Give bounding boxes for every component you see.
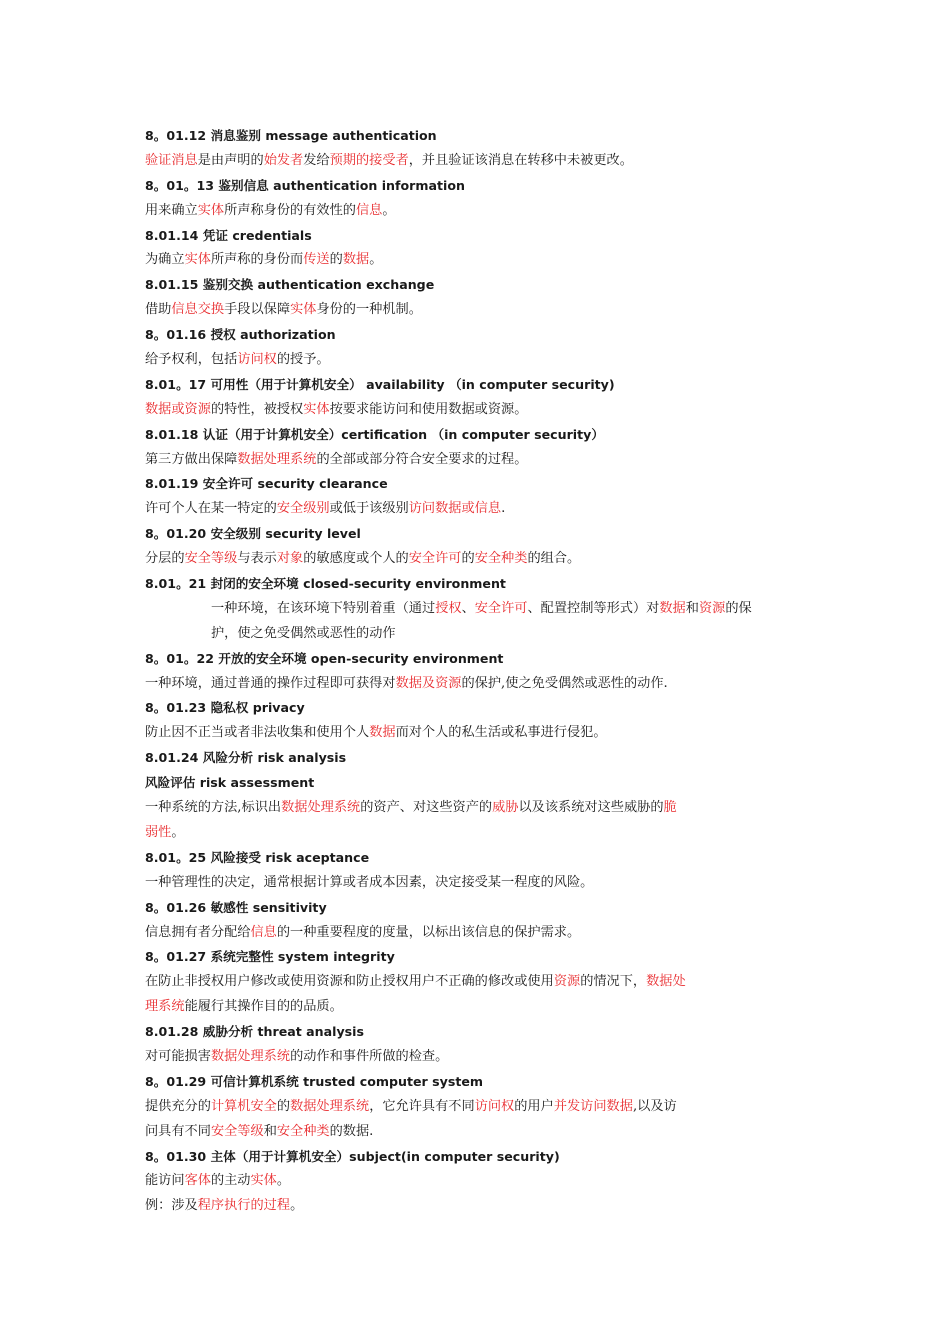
definition-line bbox=[145, 1169, 825, 1194]
highlighted-term: 安全种类 bbox=[276, 1123, 330, 1139]
text-segment: 而对个人的私生活或私事进行侵犯。 bbox=[395, 725, 607, 741]
term-heading bbox=[145, 572, 825, 597]
definition-line bbox=[145, 672, 825, 697]
definition-line bbox=[145, 248, 825, 273]
highlighted-term: 安全等级 bbox=[210, 1123, 264, 1139]
text-segment: 8。01。22 开放的安全环境 open-security environment bbox=[145, 650, 504, 666]
highlighted-term: 安全许可 bbox=[474, 600, 528, 616]
definition-line bbox=[145, 871, 825, 896]
text-segment: 的全部或部分符合安全要求的过程。 bbox=[316, 451, 528, 467]
text-segment: 所声称身份的有效性的 bbox=[224, 202, 356, 218]
text-segment: 、配置控制等形式）对 bbox=[527, 600, 660, 616]
term-heading bbox=[145, 224, 825, 249]
text-segment: 的组合。 bbox=[527, 551, 581, 567]
definition-line bbox=[145, 149, 825, 174]
highlighted-term: 预期的接受者 bbox=[329, 152, 409, 168]
text-segment: 的用户 bbox=[514, 1098, 554, 1114]
text-segment: 8。01.27 系统完整性 system integrity bbox=[145, 949, 395, 965]
text-segment: 给予权利，包括 bbox=[145, 352, 238, 368]
highlighted-term: 数据处 bbox=[646, 974, 686, 990]
text-segment: 8.01.19 安全许可 security clearance bbox=[145, 476, 388, 492]
text-segment: 的 bbox=[276, 1098, 291, 1114]
highlighted-term: 安全许可 bbox=[408, 551, 462, 567]
text-segment: 。 bbox=[382, 202, 396, 218]
term-heading bbox=[145, 423, 825, 448]
text-segment: 例：涉及 bbox=[145, 1198, 198, 1214]
text-segment: 为确立 bbox=[145, 252, 185, 268]
text-segment: 。 bbox=[369, 252, 383, 268]
text-segment: 能履行其操作目的的品质。 bbox=[184, 999, 343, 1015]
text-segment: ,以及访 bbox=[632, 1098, 677, 1114]
term-heading bbox=[145, 373, 825, 398]
highlighted-term: 资源 bbox=[553, 974, 581, 990]
text-segment: 。 bbox=[290, 1198, 304, 1214]
highlighted-term: 数据及资源 bbox=[395, 675, 462, 691]
highlighted-term: 数据 bbox=[659, 600, 686, 616]
text-segment: 分层的 bbox=[145, 551, 185, 567]
text-segment: 8.01.18 认证（用于计算机安全）certification （in computer security） bbox=[145, 426, 604, 442]
term-heading bbox=[145, 696, 825, 721]
text-segment: 8。01。13 鉴别信息 authentication information bbox=[145, 177, 465, 193]
highlighted-term: 传送 bbox=[303, 252, 330, 268]
highlighted-term: 信息 bbox=[250, 924, 277, 940]
highlighted-term: 数据处理系统 bbox=[290, 1098, 370, 1114]
definition-line bbox=[145, 497, 825, 522]
highlighted-term: 数据 bbox=[342, 252, 370, 268]
text-segment: 提供充分的 bbox=[145, 1098, 211, 1114]
definition-line bbox=[145, 921, 825, 946]
text-segment: 8.01.24 风险分析 risk analysis bbox=[145, 750, 347, 766]
text-segment: 的敏感度或个人的 bbox=[303, 551, 409, 567]
text-segment: 8。01.12 消息鉴别 message authentication bbox=[145, 128, 437, 143]
definition-line bbox=[145, 348, 825, 373]
text-segment: 8.01.28 威胁分析 threat analysis bbox=[145, 1024, 364, 1040]
highlighted-term: 实体 bbox=[184, 252, 211, 268]
text-segment: 的一种重要程度的度量，以标出该信息的保护需求。 bbox=[276, 924, 581, 940]
definition-line bbox=[145, 1194, 825, 1219]
text-segment: 、 bbox=[461, 600, 475, 616]
text-segment: 许可个人在某一特定的 bbox=[145, 501, 277, 517]
highlighted-term: 安全等级 bbox=[184, 551, 238, 567]
document-page bbox=[145, 124, 825, 1219]
highlighted-term: 数据 bbox=[369, 725, 396, 741]
text-segment: 的授予。 bbox=[276, 352, 330, 368]
text-segment: 的 bbox=[329, 252, 343, 268]
text-segment: 或低于该级别 bbox=[329, 501, 409, 517]
text-segment: 用来确立 bbox=[145, 202, 198, 218]
text-segment: 的动作和事件所做的检查。 bbox=[290, 1048, 449, 1064]
definition-line bbox=[145, 398, 825, 423]
text-segment: 对可能损害 bbox=[145, 1048, 211, 1064]
text-segment: 借助 bbox=[145, 302, 172, 318]
text-segment: 一种环境，通过普通的操作过程即可获得对 bbox=[145, 675, 396, 691]
highlighted-term: 威胁 bbox=[492, 800, 519, 816]
definition-line bbox=[145, 298, 825, 323]
definition-line bbox=[145, 796, 825, 821]
term-heading bbox=[145, 124, 825, 149]
definition-line bbox=[145, 622, 825, 647]
text-segment: 8.01.15 鉴别交换 authentication exchange bbox=[145, 277, 435, 293]
highlighted-term: 信息交换 bbox=[171, 302, 225, 318]
text-segment: 。 bbox=[171, 824, 185, 840]
definition-line bbox=[145, 995, 825, 1020]
text-segment: 风险评估 risk assessment bbox=[145, 775, 315, 791]
text-segment: 能访问 bbox=[145, 1173, 185, 1189]
highlighted-term: 验证消息 bbox=[145, 152, 198, 168]
highlighted-term: 数据处理系统 bbox=[210, 1048, 291, 1064]
text-segment: 发给 bbox=[303, 152, 330, 168]
definition-line bbox=[145, 448, 825, 473]
text-segment: 第三方做出保障 bbox=[145, 451, 238, 467]
text-segment: 的 bbox=[461, 551, 475, 567]
text-segment: 的资产、对这些资产的 bbox=[360, 800, 493, 816]
highlighted-term: 访问权 bbox=[237, 352, 277, 368]
highlighted-term: 计算机安全 bbox=[210, 1098, 277, 1114]
definition-line bbox=[145, 199, 825, 224]
text-segment: 和 bbox=[263, 1123, 277, 1139]
term-heading bbox=[145, 472, 825, 497]
text-segment: 8。01.16 授权 authorization bbox=[145, 327, 336, 343]
text-segment: 问具有不同 bbox=[145, 1123, 211, 1139]
term-heading bbox=[145, 945, 825, 970]
highlighted-term: 始发者 bbox=[263, 152, 304, 168]
term-heading bbox=[145, 273, 825, 298]
text-segment: 以及该系统对这些威胁的 bbox=[518, 800, 664, 816]
text-segment: 8。01.30 主体（用于计算机安全）subject(in computer security) bbox=[145, 1148, 560, 1164]
definition-line bbox=[145, 1095, 825, 1120]
definition-line bbox=[145, 1045, 825, 1070]
text-segment: 8。01.23 隐私权 privacy bbox=[145, 700, 305, 716]
text-segment: ，并且验证该消息在转移中未被更改。 bbox=[408, 152, 633, 168]
text-segment: 与表示 bbox=[237, 551, 277, 567]
text-segment: 8.01.14 凭证 credentials bbox=[145, 227, 312, 243]
highlighted-term: 实体 bbox=[250, 1173, 277, 1189]
definition-line bbox=[145, 821, 825, 846]
term-heading bbox=[145, 846, 825, 871]
highlighted-term: 访问权 bbox=[474, 1098, 515, 1114]
highlighted-term: 并发访问数据 bbox=[553, 1098, 633, 1114]
highlighted-term: 脆 bbox=[663, 800, 677, 816]
text-segment: 和 bbox=[685, 600, 699, 616]
term-heading bbox=[145, 1020, 825, 1045]
text-segment: 的数据. bbox=[329, 1123, 374, 1139]
highlighted-term: 安全种类 bbox=[474, 551, 528, 567]
text-segment: 的主动 bbox=[210, 1173, 251, 1189]
highlighted-term: 数据处理系统 bbox=[237, 451, 317, 467]
highlighted-term: 授权 bbox=[435, 600, 462, 616]
highlighted-term: 客体 bbox=[184, 1173, 211, 1189]
text-segment: 是由声明的 bbox=[197, 152, 264, 168]
text-segment: 一种管理性的决定，通常根据计算或者成本因素，决定接受某一程度的风险。 bbox=[145, 874, 594, 890]
text-segment: 8.01。21 封闭的安全环境 closed-security environment bbox=[145, 576, 506, 592]
highlighted-term: 数据或资源 bbox=[145, 401, 211, 417]
term-heading bbox=[145, 323, 825, 348]
text-segment: 护，使之免受偶然或恶性的动作 bbox=[211, 625, 396, 641]
text-segment: 在防止非授权用户修改或使用资源和防止授权用户不正确的修改或使用 bbox=[145, 974, 554, 990]
text-segment: 的保护,使之免受偶然或恶性的动作. bbox=[461, 675, 668, 691]
highlighted-term: 实体 bbox=[303, 401, 330, 417]
definition-line bbox=[145, 547, 825, 572]
term-heading bbox=[145, 746, 825, 771]
text-segment: 信息拥有者分配给 bbox=[145, 924, 251, 940]
text-segment: 防止因不正当或者非法收集和使用个人 bbox=[145, 725, 370, 741]
highlighted-term: 数据处理系统 bbox=[281, 800, 361, 816]
text-segment: 的情况下， bbox=[580, 974, 647, 990]
text-segment: . bbox=[501, 501, 506, 517]
highlighted-term: 实体 bbox=[290, 302, 317, 318]
text-segment: 所声称的身份而 bbox=[210, 252, 304, 268]
highlighted-term: 实体 bbox=[197, 202, 225, 218]
text-segment: 按要求能访问和使用数据或资源。 bbox=[329, 401, 528, 417]
text-segment: 一种系统的方法,标识出 bbox=[145, 800, 282, 816]
highlighted-term: 理系统 bbox=[145, 999, 185, 1015]
text-segment: 。 bbox=[276, 1173, 291, 1189]
definition-line bbox=[145, 970, 825, 995]
highlighted-term: 对象 bbox=[276, 551, 304, 567]
highlighted-term: 弱性 bbox=[145, 824, 172, 840]
text-segment: 8。01.26 敏感性 sensitivity bbox=[145, 899, 327, 915]
term-heading bbox=[145, 174, 825, 199]
highlighted-term: 程序执行的过程 bbox=[197, 1198, 291, 1214]
text-segment: 的特性，被授权 bbox=[210, 401, 304, 417]
term-heading bbox=[145, 771, 825, 796]
highlighted-term: 访问数据或信息 bbox=[408, 501, 502, 517]
term-heading bbox=[145, 896, 825, 921]
definition-line bbox=[145, 597, 825, 622]
text-segment: 身份的一种机制。 bbox=[316, 302, 422, 318]
highlighted-term: 信息 bbox=[356, 202, 383, 218]
text-segment: 手段以保障 bbox=[224, 302, 291, 318]
highlighted-term: 资源 bbox=[698, 600, 726, 616]
definition-line bbox=[145, 1120, 825, 1145]
text-segment: 8。01.20 安全级别 security level bbox=[145, 526, 361, 542]
text-segment: 8.01。17 可用性（用于计算机安全） availability （in computer security) bbox=[145, 376, 615, 392]
term-heading bbox=[145, 647, 825, 672]
highlighted-term: 安全级别 bbox=[276, 501, 330, 517]
text-segment: 8。01.29 可信计算机系统 trusted computer system bbox=[145, 1073, 484, 1089]
term-heading bbox=[145, 1145, 825, 1170]
text-segment: 一种环境，在该环境下特别着重（通过 bbox=[211, 600, 436, 616]
text-segment: ，它允许具有不同 bbox=[369, 1098, 475, 1114]
term-heading bbox=[145, 1070, 825, 1095]
text-segment: 的保 bbox=[725, 600, 752, 616]
text-segment: 8.01。25 风险接受 risk aceptance bbox=[145, 849, 370, 865]
definition-line bbox=[145, 721, 825, 746]
term-heading bbox=[145, 522, 825, 547]
